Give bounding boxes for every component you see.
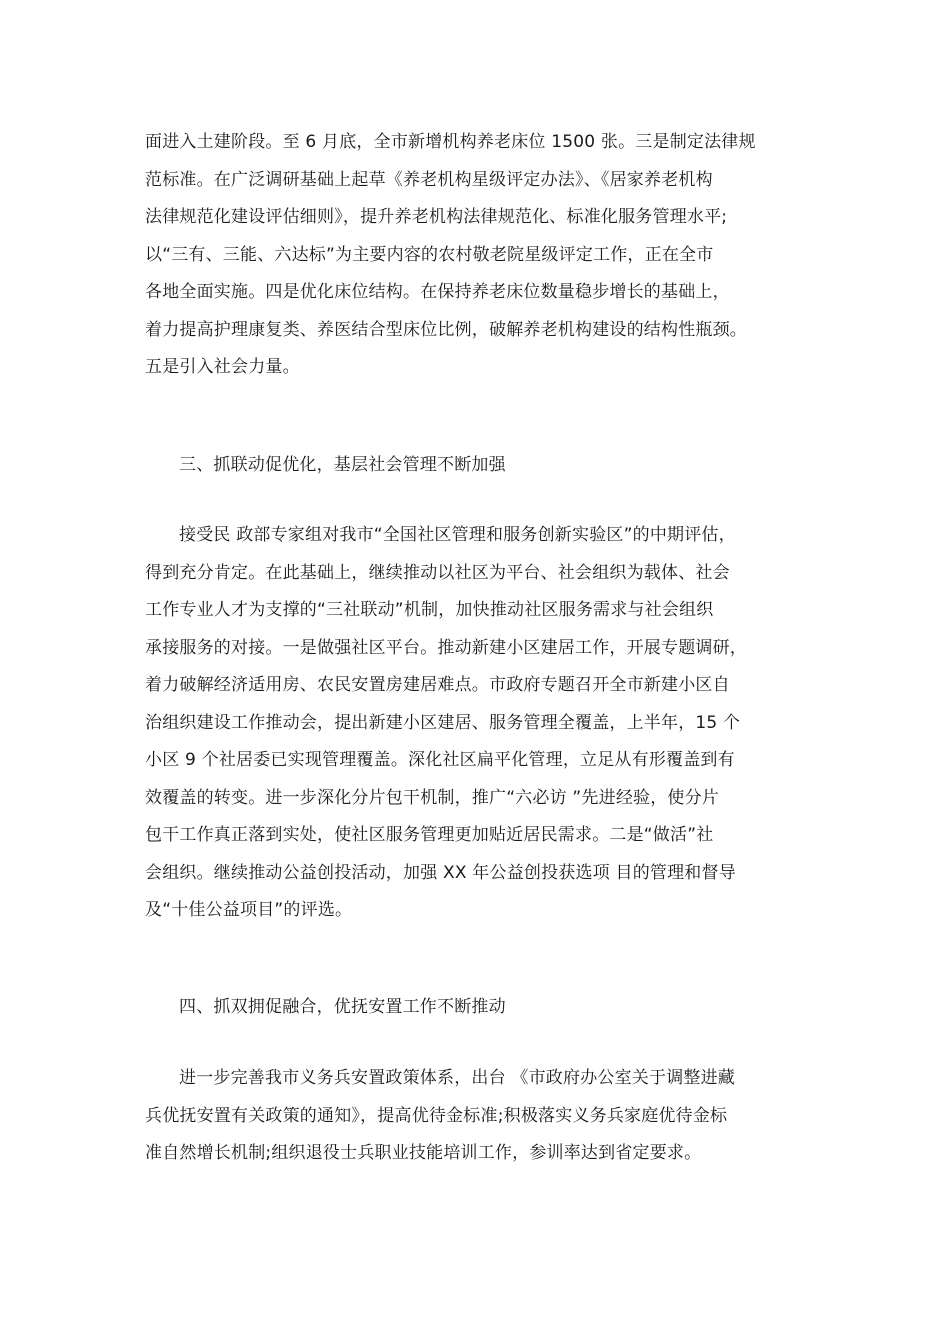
text-line: 得到充分肯定。在此基础上，继续推动以社区为平台、社会组织为载体、社会 [145, 562, 730, 583]
text-line: 面进入土建阶段。至 6 月底，全市新增机构养老床位 1500 张。三是制定法律规 [145, 132, 756, 152]
text-line: 着力破解经济适用房、农民安置房建居难点。市政府专题召开全市新建小区自 [145, 675, 730, 695]
text-line: 承接服务的对接。一是做强社区平台。推动新建小区建居工作，开展专题调研， [145, 637, 747, 658]
text-line: 小区 9 个社居委已实现管理覆盖。深化社区扁平化管理，立足从有形覆盖到有 [145, 750, 735, 770]
text-line: 工作专业人才为支撑的“三社联动”机制，加快推动社区服务需求与社会组织 [145, 600, 714, 620]
section-heading-3 [145, 447, 810, 485]
text-line: 接受民 政部专家组对我市“全国社区管理和服务创新实验区”的中期评估， [179, 525, 736, 545]
text-line: 着力提高护理康复类、养医结合型床位比例，破解养老机构建设的结构性瓶颈。 [145, 319, 747, 340]
text-line: 进一步完善我市义务兵安置政策体系，出台 《市政府办公室关于调整进藏 [179, 1068, 736, 1088]
text-line: 及“十佳公益项目”的评选。 [145, 900, 353, 920]
text-line: 法律规范化建设评估细则》，提升养老机构法律规范化、标准化服务管理水平; [145, 207, 728, 227]
section-heading-4 [145, 989, 810, 1027]
text-line: 会组织。继续推动公益创投活动，加强 XX 年公益创投获选项 目的管理和督导 [145, 862, 736, 883]
paragraph-pension-standards [145, 124, 810, 387]
text-line: 准自然增长机制;组织退役士兵职业技能培训工作，参训率达到省定要求。 [145, 1143, 702, 1163]
heading-text: 四、抓双拥促融合，优抚安置工作不断推动 [179, 997, 506, 1017]
text-line: 效覆盖的转变。进一步深化分片包干机制，推广“六必访 ”先进经验，使分片 [145, 787, 720, 808]
heading-text: 三、抓联动促优化，基层社会管理不断加强 [179, 455, 506, 475]
text-line: 兵优抚安置有关政策的通知》，提高优待金标准;积极落实义务兵家庭优待金标 [145, 1105, 728, 1126]
text-line: 五是引入社会力量。 [145, 357, 300, 377]
text-line: 治组织建设工作推动会，提出新建小区建居、服务管理全覆盖，上半年，15 个 [145, 712, 741, 733]
text-line: 各地全面实施。四是优化床位结构。在保持养老床位数量稳步增长的基础上， [145, 282, 730, 302]
text-line: 包干工作真正落到实处，使社区服务管理更加贴近居民需求。二是“做活”社 [145, 825, 714, 845]
text-line: 以“三有、三能、六达标”为主要内容的农村敬老院星级评定工作，正在全市 [145, 244, 714, 265]
paragraph-veteran-placement [145, 1060, 810, 1173]
text-line: 范标准。在广泛调研基础上起草《养老机构星级评定办法》、《居家养老机构 [145, 169, 713, 190]
paragraph-community-management [145, 517, 810, 930]
